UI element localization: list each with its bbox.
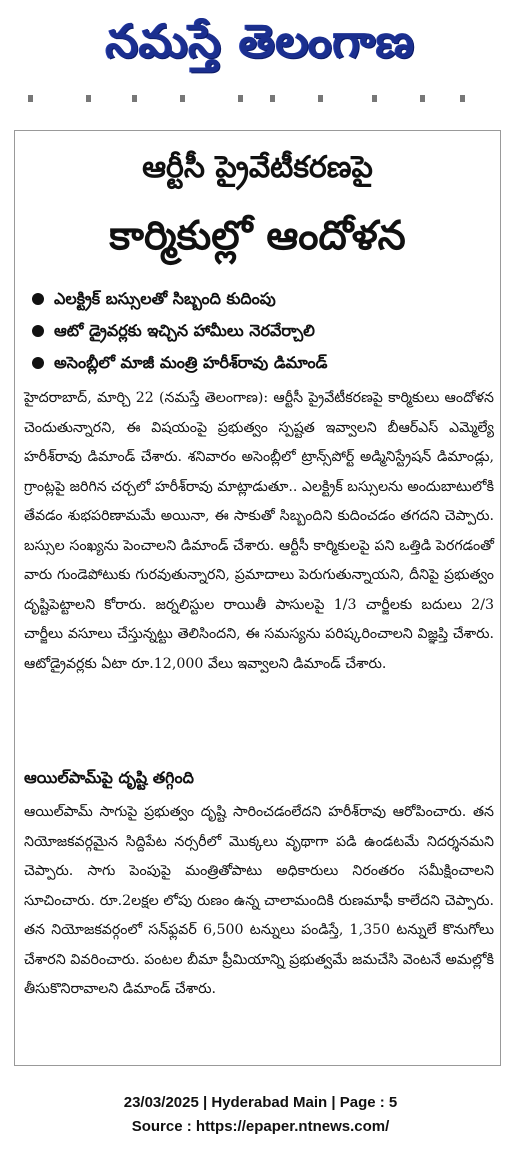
highlight-item [28,347,498,379]
newspaper-masthead [0,0,521,82]
clipping-top-strip [20,92,500,104]
article-subheading: ఆయిల్‌పామ్‌పై దృష్టి తగ్గింది [24,768,194,787]
masthead-logo: నమస్తే తెలంగాణ [105,14,416,68]
headline-line-2: కార్మికుల్లో ఆందోళన [109,213,406,259]
highlight-text: ఆటో డ్రైవర్లకు ఇచ్చిన హామీలు నెరవేర్చాలి [54,321,315,340]
edition-info: 23/03/2025 | Hyderabad Main | Page : 5 [123,1094,398,1111]
highlight-text: అసెంబ్లీలో మాజీ మంత్రి హరీశ్‌రావు డిమాండ్ [54,353,328,372]
highlights-list [28,283,498,379]
source-link[interactable]: Source : https://epaper.ntnews.com/ [131,1118,390,1135]
highlight-item [28,283,498,315]
highlight-item [28,315,498,347]
article-paragraph-2: ఆయిల్‌పామ్ సాగుపై ప్రభుత్వం దృష్టి సారించడంలేదని హరీశ్‌రావు ఆరోపించారు. తన నియోజకవర్గమైన సిద్దిపేట నర్సరీలో మొక్కలు వృథాగా పడి ఉండటమే నిదర్శనమని చెప్పారు. సాగు పెంపుపై మంత్రితోపాటు అధికారులు నిరంతరం సమీక్షించాలని సూచించారు. రూ.2లక్షల లోపు రుణం ఉన్న చాలామందికి రుణమాఫీ కాలేదని చెప్పారు. తన నియోజకవర్గంలో సన్‌ఫ్లవర్ 6,500 టన్నులు పండిస్తే, 1,350 టన్నులే కొనుగోలు చేశారని వివరించారు. పంటల బీమా ప్రీమియాన్ని ప్రభుత్వమే జమచేసి వెంటనే అమల్లోకి తీసుకొనిరావాలని డిమాండ్ చేశారు. [24,804,494,997]
headline-line-1: ఆర్టీసీ ప్రైవేటీకరణపై [142,150,373,185]
article-paragraph-1: హైదరాబాద్, మార్చి 22 (నమస్తే తెలంగాణ): ఆర్టీసీ ప్రైవేటీకరణపై కార్మికులు ఆందోళన చెందుతున్నారని, ఈ విషయంపై ప్రభుత్వం స్పష్టత ఇవ్వాలని బీఆర్‌ఎస్ ఎమ్మెల్యే హరీశ్‌రావు డిమాండ్ చేశారు. శనివారం అసెంబ్లీలో ట్రాన్స్‌పోర్ట్ అడ్మినిస్ట్రేషన్ డిమాండ్లు, గ్రాంట్లపై జరిగిన చర్చలో హరీశ్‌రావు మాట్లాడుతూ.. ఎలక్ట్రిక్ బస్సులను అందుబాటులోకి తేవడం శుభపరిణామమే అయినా, ఈ సాకుతో సిబ్బందిని కుదించడం తగదని చెప్పారు. బస్సుల సంఖ్యను పెంచాలని డిమాండ్ చేశారు. ఆర్టీసీ కార్మికులపై పని ఒత్తిడి పెరగడంతో వారు గుండెపోటుకు గురవుతున్నారని, ప్రమాదాలు పెరుగుతున్నాయని, దీనిపై ప్రభుత్వం దృష్టిపెట్టాలని కోరారు. జర్నలిస్టుల రాయితీ పాసులపై 1/3 చార్జీలకు బదులు 2/3 చార్జీలు వసూలు చేస్తున్నట్టు తెలిసిందని, ఈ సమస్యను పరిష్కరించాలని విజ్ఞప్తి చేశారు. ఆటోడ్రైవర్లకు ఏటా రూ.12,000 వేలు ఇవ్వాలని డిమాండ్ చేశారు. [24,390,495,672]
highlight-text: ఎలక్ట్రిక్ బస్సులతో సిబ్బంది కుదింపు [54,289,276,308]
bullet-icon [32,357,44,369]
bullet-icon [32,293,44,305]
bullet-icon [32,325,44,337]
